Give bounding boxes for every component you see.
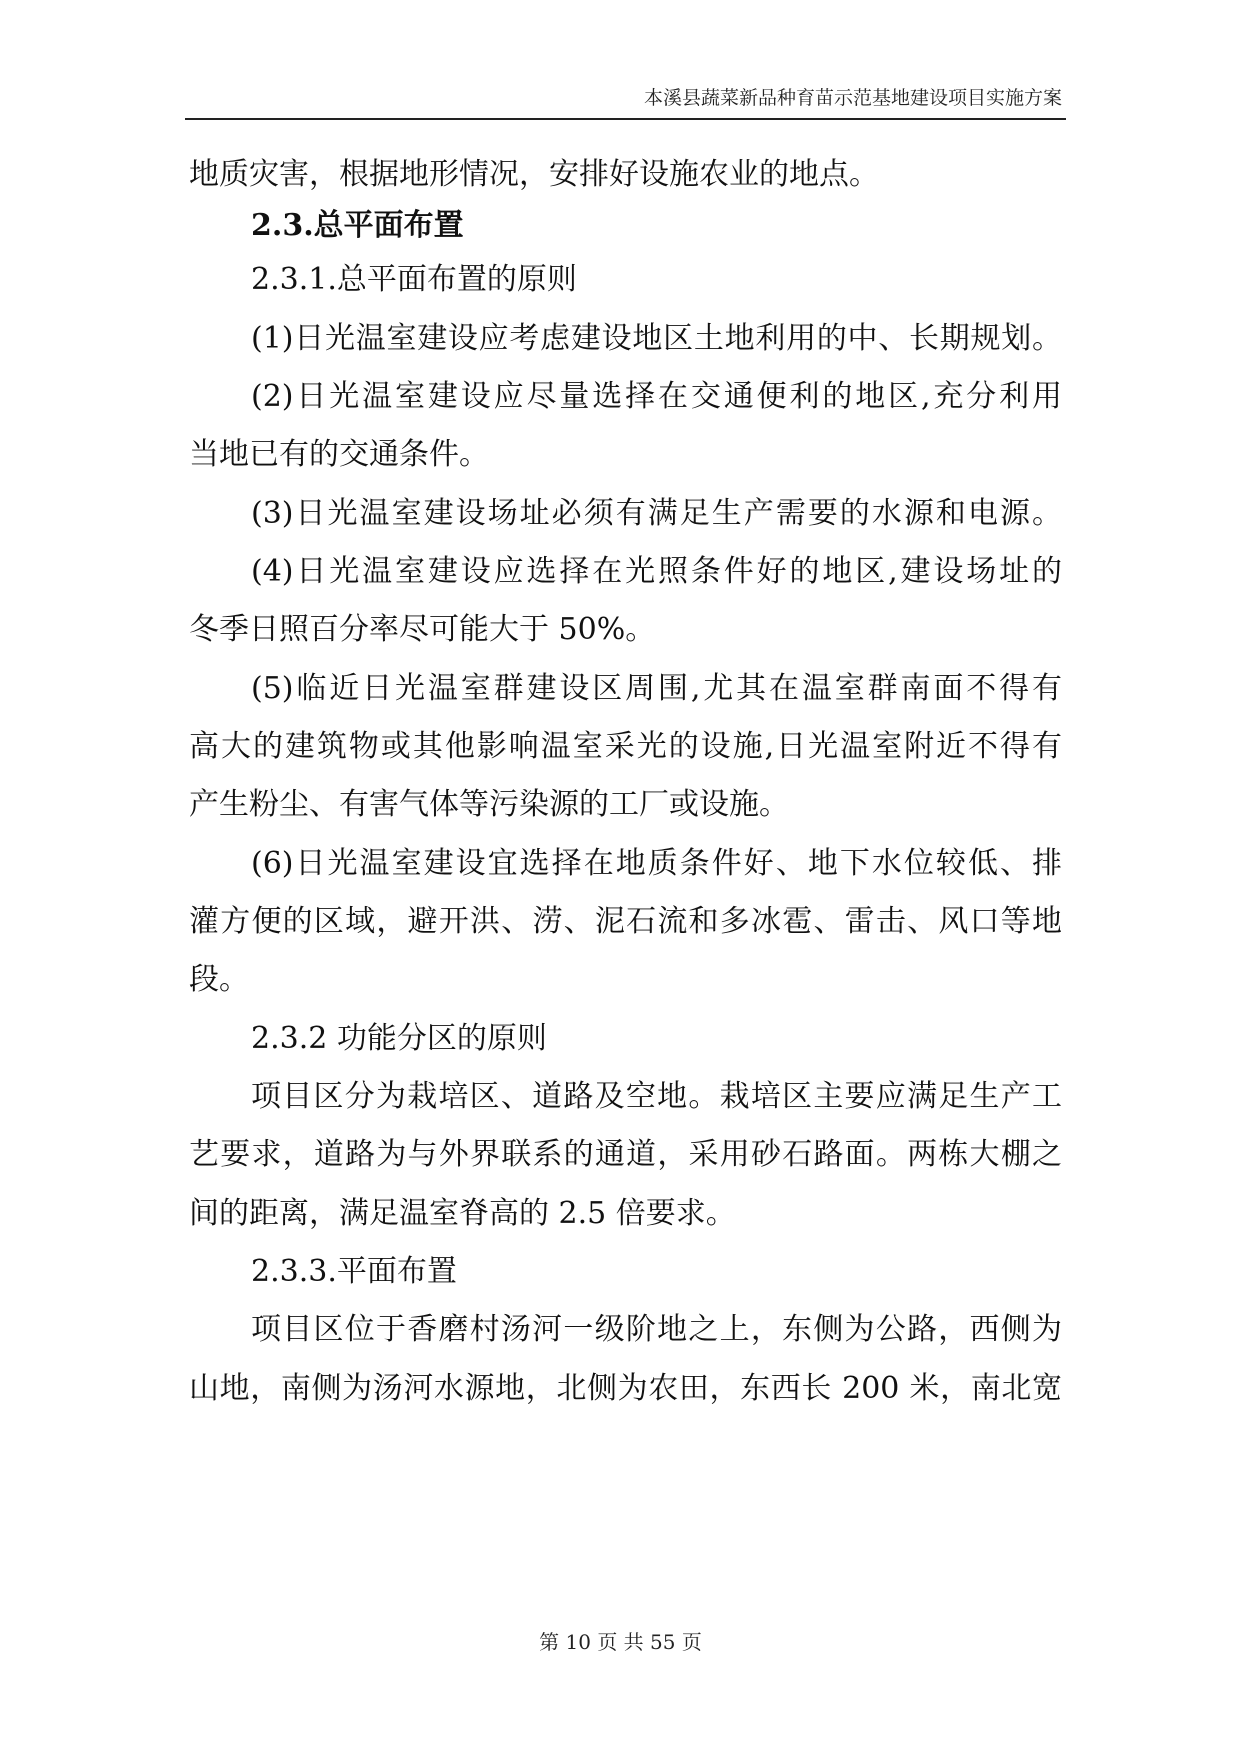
paragraph-line: 山地，南侧为汤河水源地，北侧为农田，东西长 200 米，南北宽 xyxy=(189,1371,1062,1406)
page-header xyxy=(185,80,1066,120)
paragraph-line: 高大的建筑物或其他影响温室采光的设施,日光温室附近不得有 xyxy=(189,729,1062,764)
subsection-heading: 2.3.2 功能分区的原则 xyxy=(251,1021,547,1056)
paragraph-line: 灌方便的区域，避开洪、涝、泥石流和多冰雹、雷击、风口等地 xyxy=(189,904,1062,939)
paragraph-line: 冬季日照百分率尽可能大于 50%。 xyxy=(189,612,656,647)
page-footer xyxy=(0,1629,1241,1655)
paragraph-line: 艺要求，道路为与外界联系的通道，采用砂石路面。两栋大棚之 xyxy=(189,1137,1062,1172)
subsection-heading: 2.3.3.平面布置 xyxy=(251,1254,457,1289)
paragraph-line: 段。 xyxy=(189,962,249,997)
paragraph-line: 项目区位于香磨村汤河一级阶地之上，东侧为公路，西侧为 xyxy=(251,1312,1062,1347)
section-heading: 2.3.总平面布置 xyxy=(251,208,464,243)
paragraph-line: (3)日光温室建设场址必须有满足生产需要的水源和电源。 xyxy=(251,496,1062,531)
paragraph-line: 项目区分为栽培区、道路及空地。栽培区主要应满足生产工 xyxy=(251,1079,1062,1114)
paragraph-line: (2)日光温室建设应尽量选择在交通便利的地区,充分利用 xyxy=(251,379,1062,414)
paragraph-line: 间的距离，满足温室脊高的 2.5 倍要求。 xyxy=(189,1196,736,1231)
paragraph-line: 当地已有的交通条件。 xyxy=(189,437,489,472)
paragraph-line: 地质灾害，根据地形情况，安排好设施农业的地点。 xyxy=(189,157,879,192)
paragraph-line: (6)日光温室建设宜选择在地质条件好、地下水位较低、排 xyxy=(251,846,1062,881)
subsection-heading: 2.3.1.总平面布置的原则 xyxy=(251,262,577,297)
paragraph-line: 产生粉尘、有害气体等污染源的工厂或设施。 xyxy=(189,787,789,822)
paragraph-line: (5)临近日光温室群建设区周围,尤其在温室群南面不得有 xyxy=(251,671,1062,706)
document-title: 本溪县蔬菜新品种育苗示范基地建设项目实施方案 xyxy=(643,87,1062,109)
paragraph-line: (4)日光温室建设应选择在光照条件好的地区,建设场址的 xyxy=(251,554,1062,589)
paragraph-line: (1)日光温室建设应考虑建设地区土地利用的中、长期规划。 xyxy=(251,321,1062,356)
page-number: 第 10 页 共 55 页 xyxy=(539,1630,702,1654)
